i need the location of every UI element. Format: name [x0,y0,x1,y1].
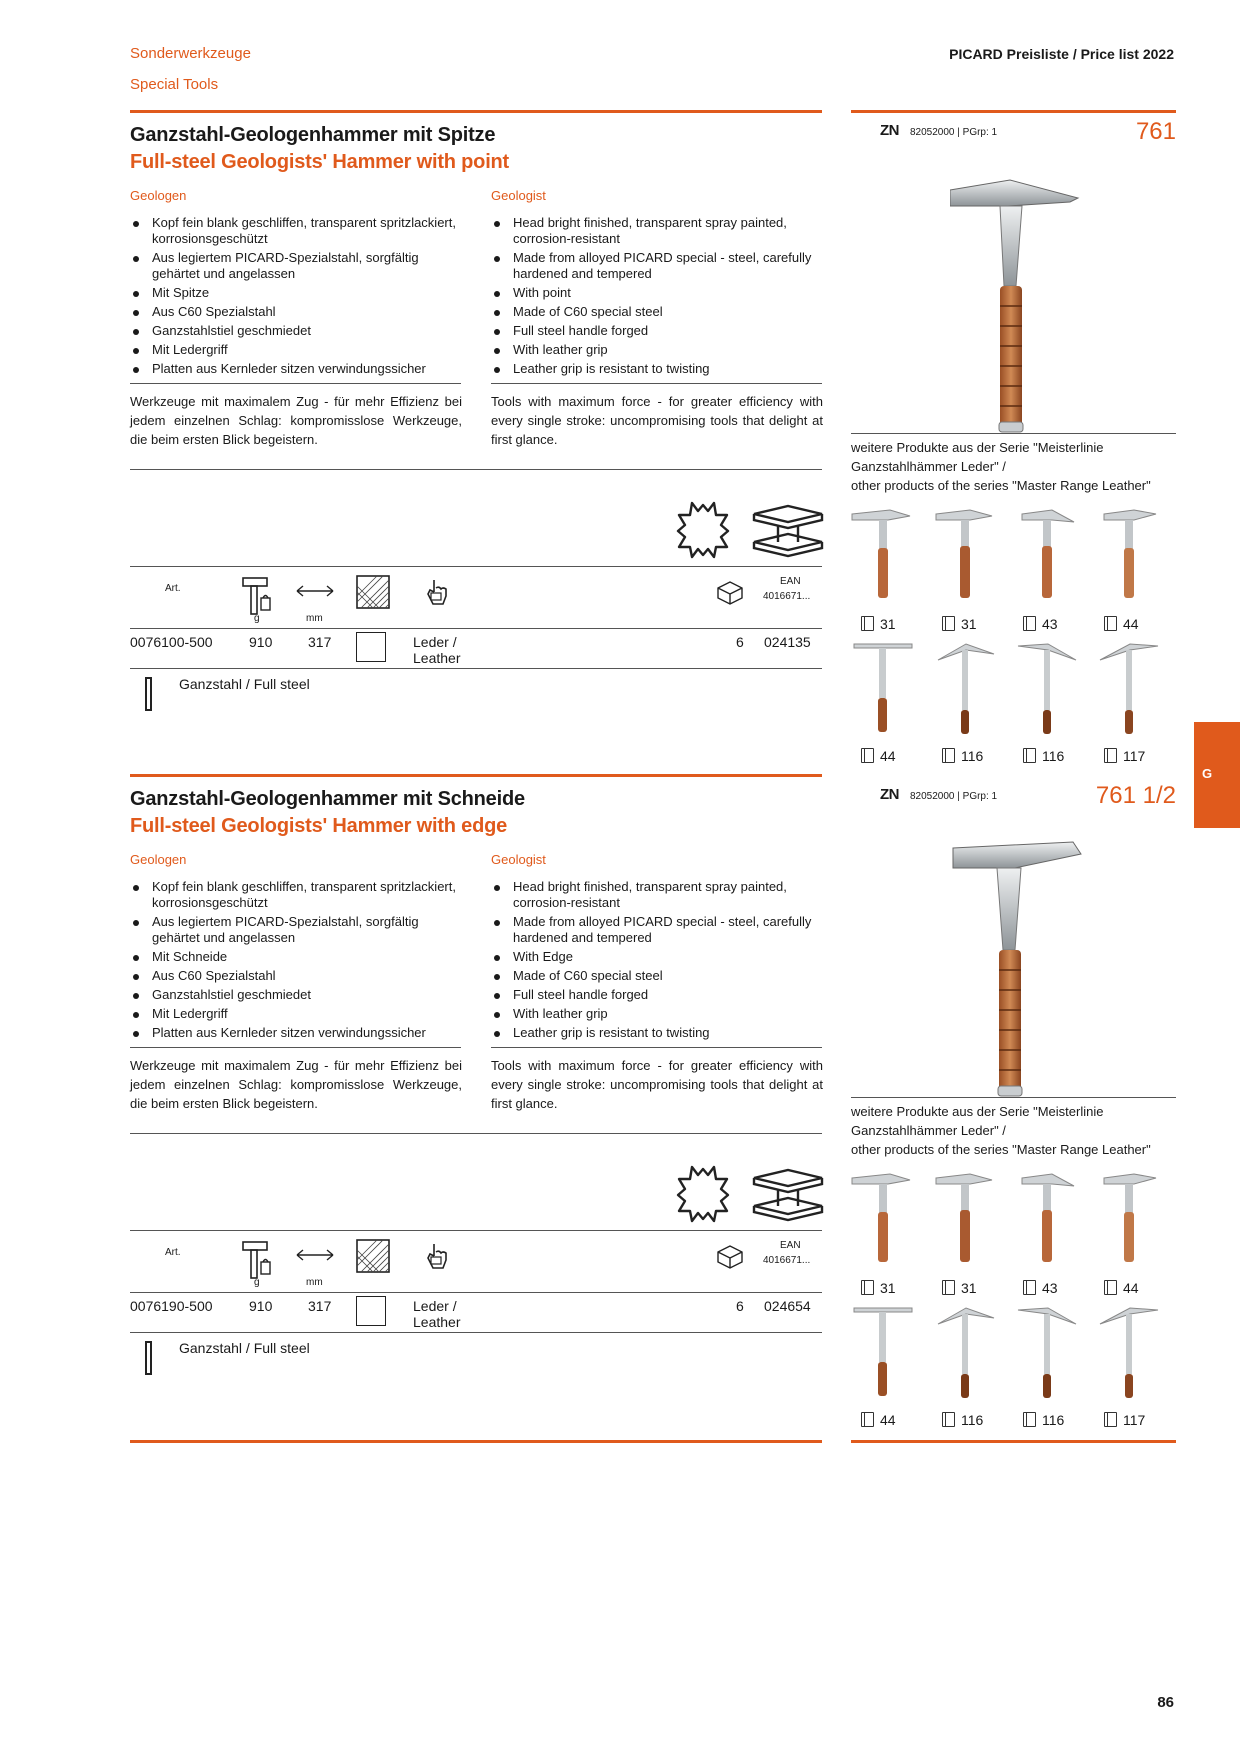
ean-code: 024135 [764,634,811,650]
series-ref[interactable] [1023,616,1058,632]
length-value: 317 [308,1298,332,1314]
series-ref[interactable] [942,1280,977,1296]
material-value [413,634,460,666]
feature-item: Ganzstahlstiel geschmiedet [130,323,460,339]
series-ref[interactable] [942,616,977,632]
catalog-number: 761 1/2 [1095,782,1176,809]
product-title-en: Full-steel Geologists' Hammer with edge [130,815,508,837]
category-en: Special Tools [130,76,219,93]
ean-prefix: 4016671... [763,591,811,602]
table-top-rule [130,566,822,567]
zn-label: ZN [880,122,899,139]
hammer-thumbnail[interactable] [930,508,1000,604]
divider [130,469,822,470]
description-en: Tools with maximum force - for greater efficiency with every single stroke: uncompromising tools that delight at first glance. [491,394,823,447]
zn-meta: 82052000 | PGrp: 1 [910,127,998,138]
hammer-thumbnail[interactable] [1094,508,1164,604]
series-ref-number: 31 [961,1280,977,1296]
series-line: other products of the series "Master Range Leather" [851,1142,1151,1157]
book-icon [861,1280,874,1295]
series-ref-number: 44 [880,1412,896,1428]
leather-icon [676,501,730,559]
series-ref-number: 31 [880,1280,896,1296]
page-number: 86 [1157,1694,1174,1711]
series-ref-number: 31 [880,616,896,632]
divider [491,383,822,384]
book-icon [1104,1412,1117,1427]
feature-item: Mit Ledergriff [130,342,460,358]
ean-code: 024654 [764,1298,811,1314]
material-line: Leather [413,1314,461,1330]
table-top-rule [130,1230,822,1231]
series-ref-number: 44 [880,748,896,764]
feature-item: Made of C60 special steel [491,968,821,984]
material-line: Leder / [413,634,457,650]
divider [491,1047,822,1048]
feature-item: Kopf fein blank geschliffen, transparent spritzlackiert, korrosionsgeschützt [130,215,460,247]
series-ref[interactable] [1023,1280,1058,1296]
section-tab-label: G [1202,766,1213,781]
series-ref[interactable] [1023,1412,1064,1428]
catalog-number: 761 [1135,118,1176,145]
hammer-thumbnail[interactable] [1094,1304,1164,1404]
section-top-rule [130,774,822,777]
feature-item: Platten aus Kernleder sitzen verwindungssicher [130,361,460,377]
book-icon [861,616,874,631]
product-title-en: Full-steel Geologists' Hammer with point [130,151,510,173]
series-line: other products of the series "Master Range Leather" [851,478,1151,493]
weight-icon [241,1240,273,1280]
feature-list-de [130,215,460,380]
divider [130,383,461,384]
unit-length: mm [306,613,323,624]
table-bottom-rule [130,1332,822,1333]
steel-profile-icon [748,504,826,558]
material-line: Leather [413,650,461,666]
book-icon [1023,1280,1036,1295]
subheading-en: Geologist [491,852,546,867]
length-icon [295,1248,335,1262]
handle-material-box [356,1296,386,1326]
book-icon [942,1412,955,1427]
subheading-en: Geologist [491,188,546,203]
weight-value: 910 [249,634,273,650]
book-icon [942,1280,955,1295]
length-icon [295,584,335,598]
divider [851,433,1176,434]
hammer-thumbnail[interactable] [848,1304,918,1404]
length-value: 317 [308,634,332,650]
divider [851,1097,1176,1098]
zn-label: ZN [880,786,899,803]
series-text [851,438,1151,495]
series-ref[interactable] [1104,1280,1139,1296]
hammer-image [950,176,1080,436]
hammer-thumbnail[interactable] [1012,1304,1082,1404]
feature-item: Head bright finished, transparent spray painted, corrosion-resistant [491,879,821,911]
feature-item: With leather grip [491,342,821,358]
subheading-de: Geologen [130,852,187,867]
category-de: Sonderwerkzeuge [130,45,251,62]
unit-weight: g [254,1277,260,1288]
book-icon [1023,1412,1036,1427]
series-ref[interactable] [861,1280,896,1296]
series-ref-number: 44 [1123,1280,1139,1296]
description-de: Werkzeuge mit maximalem Zug - für mehr Effizienz bei jedem einzelnen Schlag: kompromisslose Werkzeuge, die beim ersten Blick begeistern. [130,394,462,447]
table-row[interactable] [130,628,822,668]
unit-weight: g [254,613,260,624]
series-ref[interactable] [1104,1412,1145,1428]
hammer-thumbnail[interactable] [848,508,918,604]
pack-icon [716,580,744,606]
product-title-de: Ganzstahl-Geologenhammer mit Schneide [130,788,525,810]
series-ref-number: 31 [961,616,977,632]
book-icon [1104,616,1117,631]
unit-length: mm [306,1277,323,1288]
series-line: weitere Produkte aus der Serie "Meisterlinie [851,1104,1104,1119]
feature-item: Aus C60 Spezialstahl [130,968,460,984]
series-ref-number: 43 [1042,616,1058,632]
steel-profile-icon [748,1168,826,1222]
art-label: Art. [165,1247,181,1258]
feature-item: Leather grip is resistant to twisting [491,1025,821,1041]
art-label: Art. [165,583,181,594]
feature-list-en [491,215,821,380]
series-ref-number: 116 [961,1412,984,1428]
material-line: Leder / [413,1298,457,1314]
product-section [0,0,1240,764]
series-ref[interactable] [1104,616,1139,632]
right-top-rule [851,110,1176,113]
feature-item: Platten aus Kernleder sitzen verwindungssicher [130,1025,460,1041]
series-ref[interactable] [861,1412,896,1428]
ean-prefix: 4016671... [763,1255,811,1266]
ean-label: EAN [780,1240,801,1251]
section-bottom-rule [851,1440,1176,1443]
feature-item: Made from alloyed PICARD special - steel, carefully hardened and tempered [491,250,821,282]
handle-material-icon [355,1238,391,1274]
feature-item: Made of C60 special steel [491,304,821,320]
divider [130,1133,822,1134]
feature-item: Leather grip is resistant to twisting [491,361,821,377]
handle-material-box [356,632,386,662]
book-icon [942,616,955,631]
brand-header: PICARD Preisliste / Price list 2022 [949,46,1174,62]
feature-item: Aus legiertem PICARD-Spezialstahl, sorgfältig gehärtet und angelassen [130,250,460,282]
feature-list-de [130,879,460,1044]
series-line: Ganzstahlhämmer Leder" / [851,1123,1006,1138]
pack-quantity: 6 [736,1298,744,1314]
series-ref-number: 43 [1042,1280,1058,1296]
feature-item: Mit Spitze [130,285,460,301]
series-text [851,1102,1151,1159]
ean-label: EAN [780,576,801,587]
feature-item: Head bright finished, transparent spray painted, corrosion-resistant [491,215,821,247]
book-icon [1104,1280,1117,1295]
zn-meta: 82052000 | PGrp: 1 [910,791,998,802]
feature-list-en [491,879,821,1044]
material-value [413,1298,460,1330]
hammer-thumbnail[interactable] [1094,1172,1164,1268]
pack-quantity: 6 [736,634,744,650]
article-number: 0076190-500 [130,1298,213,1314]
description-de: Werkzeuge mit maximalem Zug - für mehr Effizienz bei jedem einzelnen Schlag: kompromisslose Werkzeuge, die beim ersten Blick begeistern. [130,1058,462,1111]
feature-item: Aus C60 Spezialstahl [130,304,460,320]
hammer-thumbnail[interactable] [1012,1172,1082,1268]
product-section [0,664,1240,1428]
feature-item: Ganzstahlstiel geschmiedet [130,987,460,1003]
handle-note: Ganzstahl / Full steel [179,1340,310,1356]
book-icon [1023,616,1036,631]
divider [130,1047,461,1048]
handle-material-icon [355,574,391,610]
series-ref-number: 44 [1123,616,1139,632]
article-number: 0076100-500 [130,634,213,650]
hammer-image [945,840,1085,1100]
feature-item: Full steel handle forged [491,323,821,339]
series-ref-number: 117 [1123,748,1146,764]
series-ref[interactable] [942,1412,983,1428]
series-ref[interactable] [861,616,896,632]
feature-item: Made from alloyed PICARD special - steel, carefully hardened and tempered [491,914,821,946]
feature-item: Aus legiertem PICARD-Spezialstahl, sorgfältig gehärtet und angelassen [130,914,460,946]
grip-icon [426,1242,448,1272]
handle-bar-icon [144,1340,154,1376]
hammer-thumbnail[interactable] [1012,508,1082,604]
weight-icon [241,576,273,616]
hammer-thumbnail[interactable] [848,1172,918,1268]
series-ref-number: 117 [1123,1412,1146,1428]
book-icon [861,1412,874,1427]
series-line: Ganzstahlhämmer Leder" / [851,459,1006,474]
subheading-de: Geologen [130,188,187,203]
feature-item: With Edge [491,949,821,965]
series-ref-number: 116 [1042,1412,1065,1428]
feature-item: Kopf fein blank geschliffen, transparent spritzlackiert, korrosionsgeschützt [130,879,460,911]
pack-icon [716,1244,744,1270]
handle-note: Ganzstahl / Full steel [179,676,310,692]
feature-item: Mit Schneide [130,949,460,965]
series-ref-number: 116 [1042,748,1065,764]
grip-icon [426,578,448,608]
series-line: weitere Produkte aus der Serie "Meisterlinie [851,440,1104,455]
feature-item: With leather grip [491,1006,821,1022]
hammer-thumbnail[interactable] [930,1304,1000,1404]
weight-value: 910 [249,1298,273,1314]
product-title-de: Ganzstahl-Geologenhammer mit Spitze [130,124,496,146]
feature-item: With point [491,285,821,301]
series-ref-number: 116 [961,748,984,764]
feature-item: Mit Ledergriff [130,1006,460,1022]
leather-icon [676,1165,730,1223]
table-row[interactable] [130,1292,822,1332]
feature-item: Full steel handle forged [491,987,821,1003]
description-en: Tools with maximum force - for greater efficiency with every single stroke: uncompromising tools that delight at first glance. [491,1058,823,1111]
section-bottom-rule [130,1440,822,1443]
hammer-thumbnail[interactable] [930,1172,1000,1268]
section-top-rule [130,110,822,113]
